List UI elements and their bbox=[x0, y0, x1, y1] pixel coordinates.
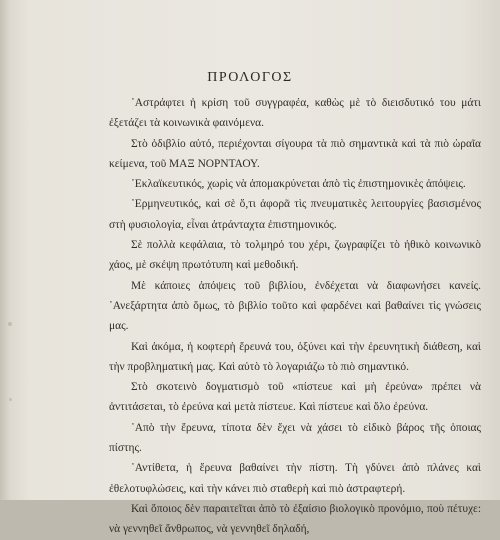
paragraph: ᾽Αντίθετα, ἡ ἔρευνα βαθαίνει τὴν πίστη. Τὴ γδύνει ἀπὸ πλάνες καὶ ἐθελοτυφλώσεις, καὶ τὴν κάνει πιὸ σταθερὴ καὶ πιὸ ἀστραφτερή. bbox=[109, 462, 481, 495]
paragraph: ᾽Απὸ τὴν ἔρευνα, τίποτα δὲν ἔχει νὰ χάσει τὸ εἰδικὸ βάρος τῆς ὁποιας πίστης. bbox=[109, 421, 481, 455]
page-spot bbox=[9, 398, 12, 401]
paragraph: Στὸ σκοτεινὸ δογματισμὸ τοῦ «πίστευε καὶ μὴ ἐρεύνα» πρέπει νὰ ἀντιτάσεται, τὸ ἐρεύνα καὶ μετὰ πίστευε. Καὶ πίστευε καὶ ὅλο ἐρεύνα. bbox=[109, 381, 481, 414]
paragraph: ᾽Αστράφτει ἡ κρίση τοῦ συγγραφέα, καθὼς μὲ τὸ διεισδυτικό του μάτι ἐξετάζει τὰ κοινωνικὰ φαινόμενα. bbox=[109, 97, 481, 130]
paragraph: Σὲ πολλὰ κεφάλαια, τὸ τολμηρό του χέρι, ζωγραφίζει τὸ ἠθικὸ κοινωνικὸ χάος, μὲ σκέψη πρωτότυπη καὶ μεθοδική. bbox=[109, 239, 481, 272]
paragraph: Καὶ ἀκόμα, ἡ κοφτερὴ ἔρευνά του, ὀξύνει καὶ τὴν ἐρευνητικὴ διάθεση, καὶ τὴν προβληματική μας. Καὶ αὐτὸ τὸ λογαριάζω τὸ πιὸ σημαντικό. bbox=[109, 340, 481, 373]
body-text bbox=[109, 93, 481, 540]
paragraph: Καὶ ὅποιος δὲν παραιτεῖται ἀπὸ τὸ ἐξαίσιο βιολογικὸ προνόμιο, ποὺ πέτυχε: νὰ γεννηθεῖ ἄνθρωπος, νὰ γεννηθεῖ δηλαδή, bbox=[109, 502, 481, 536]
paragraph: Μὲ κάποιες ἀπόψεις τοῦ βιβλίου, ἐνδέχεται νὰ διαφωνήσει κανείς. ᾽Ανεξάρτητα ἀπὸ ὅμως, τὸ βιβλίο τοῦτο καὶ φαρδένει καὶ βαθαίνει τὶς γνώσεις μας. bbox=[109, 279, 481, 333]
page-spot bbox=[8, 322, 12, 326]
paragraph: ᾽Εκλαϊκευτικός, χωρὶς νὰ ἀπομακρύνεται ἀπὸ τὶς ἐπιστημονικὲς ἀπόψεις. bbox=[131, 178, 466, 191]
paragraph: Στὸ ὁδιβλίο αὐτό, περιέχονται σίγουρα τὰ πιὸ σημαντικὰ καὶ τὰ πιὸ ὡραῖα κείμενα, τοῦ ΜΑΞ ΝΟΡΝΤΑΟΥ. bbox=[109, 137, 481, 170]
page-title: ΠΡΟΛΟΓΟΣ bbox=[207, 70, 293, 85]
paragraph: ᾽Ερμηνευτικός, καὶ σὲ ὅ,τι ἀφορᾶ τὶς πνευματικὲς λειτουργίες βασισμένος στὴ φυσιολογία, εἶναι ἀτράνταχτα ἐπιστημονικός. bbox=[109, 198, 481, 231]
